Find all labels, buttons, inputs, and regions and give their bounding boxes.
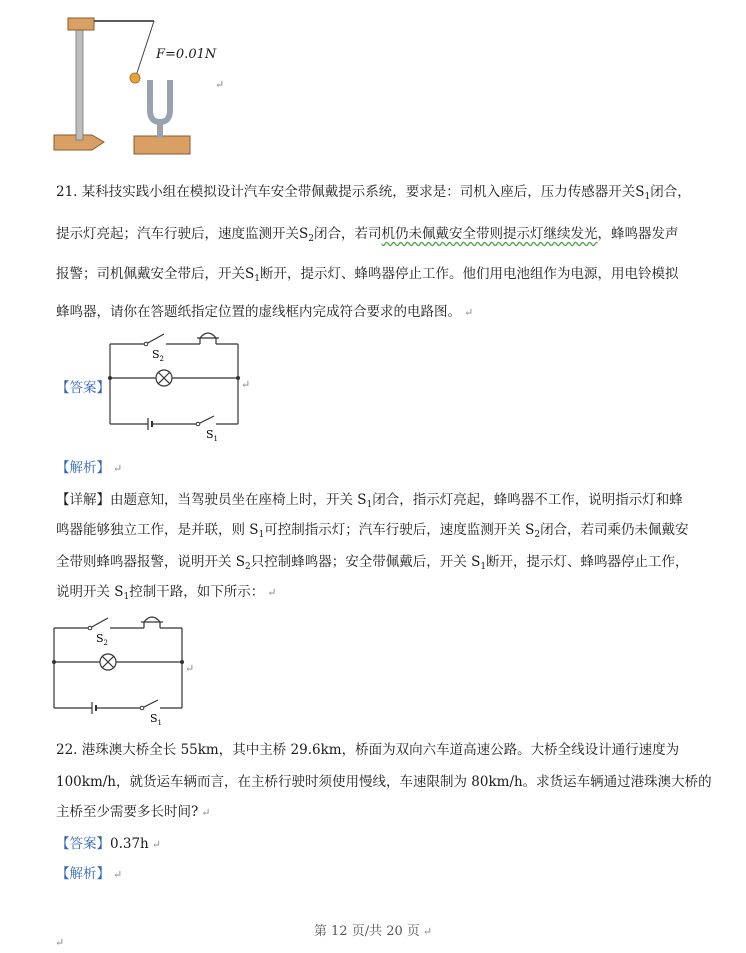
paragraph-mark: ↵ [215,78,225,91]
analysis-label-row: 【解析】 ↵ [56,460,123,476]
q22-line-1: 22. 港珠澳大桥全长 55km，其中主桥 29.6km，桥面为双向六车道高速公路。大桥全线设计通行速度为 [56,742,680,758]
answer-label: 【答案】 [56,380,110,396]
q22-line-2: 100km/h，就货运车辆而言，在主桥行驶时须使用慢线，车速限制为 80km/h。求货运车辆通过港珠澳大桥的 [56,774,712,790]
detail-line-2: 鸣器能够独立工作，是并联，则 $S_1$可控制指示灯；汽车行驶后，速度监测开关 $S_2$闭合，若司乘仍未佩戴安 [56,522,689,540]
detail-line-1: 【详解】由题意知，当驾驶员坐在座椅上时，开关 $S_1$闭合，指示灯亮起，蜂鸣器不工作，说明指示灯和蜂 [56,492,683,510]
svg-text:S2: $S_2$ [96,632,109,647]
q21-line-1: 21. 某科技实践小组在模拟设计汽车安全带佩戴提示系统，要求是：司机入座后，压力传感器开关$S_1$闭合， [56,184,691,202]
detail-line-3: 全带则蜂鸣器报警，说明开关 $S_2$只控制蜂鸣器；安全带佩戴后，开关 $S_1$断开，提示灯、蜂鸣器停止工作， [56,554,689,572]
q21-line-2: 提示灯亮起；汽车行驶后，速度监测开关$S_2$闭合，若司机仍未佩戴安全带则提示灯继续发光，蜂鸣器发声 [56,226,679,244]
svg-text:S1: $S_1$ [150,712,163,727]
question-number: 21. [56,184,78,200]
q22-analysis: 【解析】 ↵ [56,866,123,882]
s2-label: $S_2$ [152,348,165,363]
q22-line-3: 主桥至少需要多长时间? ↵ [56,804,211,820]
q21-line-4: 蜂鸣器，请你在答题纸指定位置的虚线框内完成符合要求的电路图。 ↵ [56,304,474,320]
tuning-fork-apparatus-figure [52,10,225,160]
force-label: F=0.01N [156,47,217,62]
circuit-diagram-answer [104,326,254,446]
q21-line-3: 报警；司机佩戴安全带后，开关$S_1$断开，提示灯、蜂鸣器停止工作。他们用电池组作为电源，用电铃模拟 [56,266,679,284]
s1-label: $S_1$ [206,428,219,443]
q22-answer: 【答案】0.37h ↵ [56,836,161,852]
circuit-diagram-detail [48,610,198,730]
detail-line-4: 说明开关 $S_1$控制干路，如下所示： ↵ [56,584,277,602]
page-footer: 第 12 页/共 20 页 ↵ [313,924,433,939]
